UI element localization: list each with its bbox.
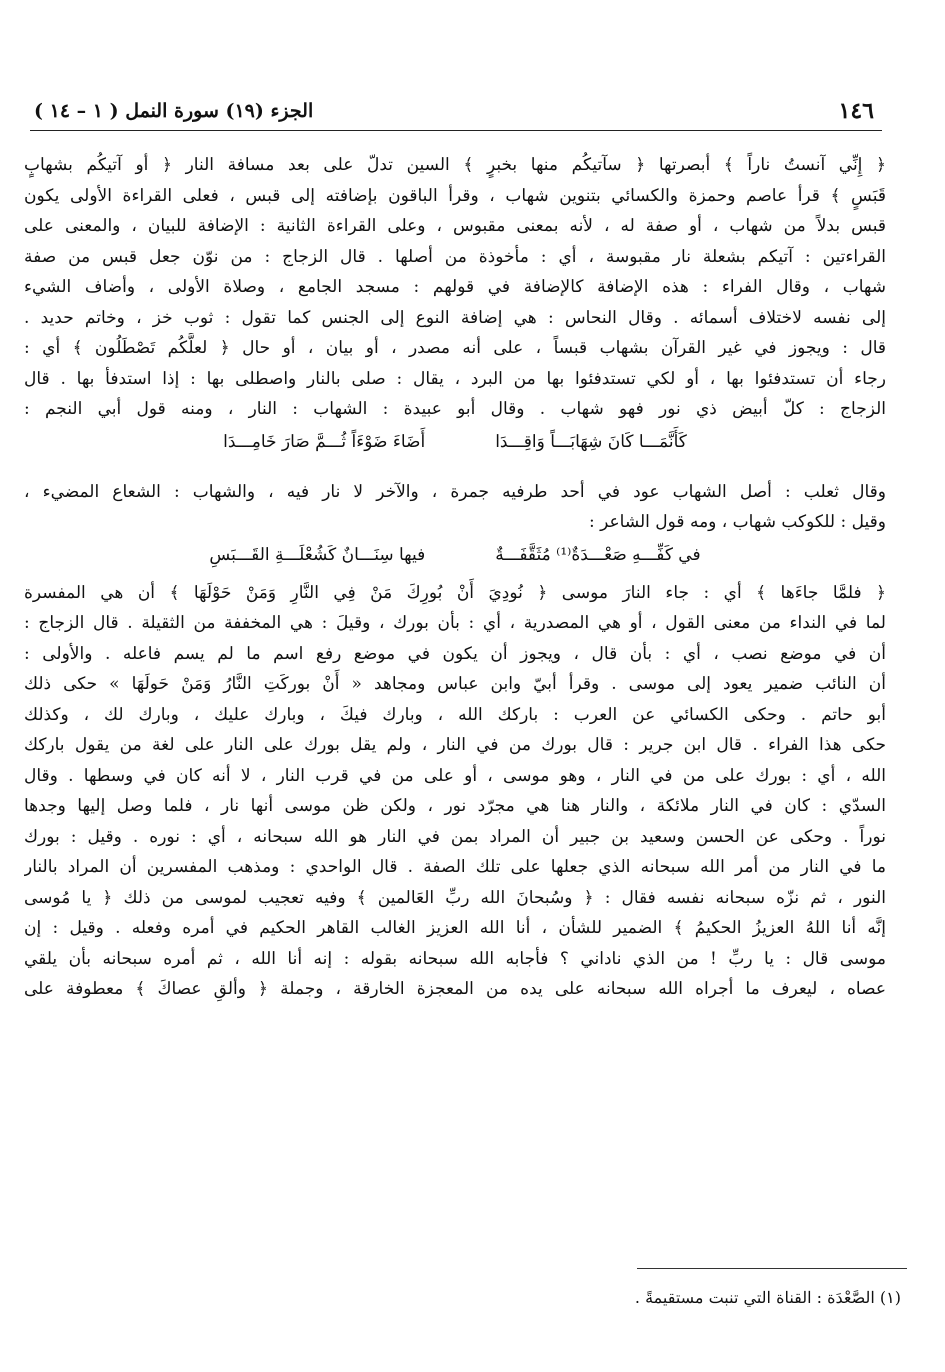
footnote: (١) الصَّعْدَة : القناة التي تنبت مستقيمةً . [634,1288,901,1307]
text-line: رجاء أن تستدفئوا بها ، أو لكي تستدفئوا بها من البرد ، يقال : صلى بالنار واصطلى بها : إذا استدفأ بها . قال [24,368,886,389]
text-line: أن النائب ضمير يعود إلى موسى . وقرأ أبيّ وابن عباس ومجاهد « أَنْ بوركَتِ النَّارُ وَمَنْ حَولَهَا » حكى ذلك [24,674,886,694]
text-line: ما في النار من أمر الله سبحانه الذي جعلها على تلك الصفة . قال الواحدي : ومذهب المفسرين أن المراد بالنار [24,857,886,877]
text-line: قبس بدلاً من شهاب ، أو صفة له ، لأنه بمعنى مقبوس ، وعلى القراءة الثانية : الإضافة للبيان ، والمعنى على [24,216,886,236]
text-line: وقيل : للكوكب شهاب ، ومه قول الشاعر : [588,512,886,532]
text-line: النور ، ثم نزّه سبحانه نفسه فقال : ﴿ وسُبحانَ الله ربِّ العَالمين ﴾ وفيه تعجيب لموسى من ذلك ﴿ يا مُوسى [24,887,886,908]
text-line: الله ، أي : بورك على من في النار ، وهو موسى ، أو على من في قرب النار ، لا أنه كان في وسطها . وقال [24,765,886,786]
text-line: قال : ويجوز في غير القرآن بشهاب قبساً ، على أنه مصدر ، أو بيان ، أو حال ﴿ لعلَّكُم تَصْطَلُون ﴾ أي : [24,338,886,358]
text-line: أن في موضع نصب ، أي : بأن قال ، ويجوز أن يكون في موضع رفع اسم ما لم يسم فاعله . والأولى : [24,643,886,664]
spacer [24,459,886,477]
page-body [24,150,886,1005]
poetry-verse-1 [24,425,886,459]
running-title: الجزء (١٩) سورة النمل ( ١ – ١٤ ) [34,100,314,122]
page-number: ١٤٦ [838,98,874,124]
text-line: إلى نفسه لاختلاف أسمائه . وقال النحاس : هي إضافة النوع إلى الجنس كما تقول : ثوب خز ، وخاتم حديد . [24,307,886,328]
text-line: إنَّه أنا اللهُ العزيزُ الحكيمُ ﴾ الضمير للشأن ، أنا الله العزيز الغالب القاهر الحكيم في أمره وفعله . وقيل : إن [24,918,886,938]
text-line: قَبَسٍ ﴾ قرأ عاصم وحمزة والكسائي بتنوين شهاب ، وقرأ الباقون بإضافته إلى قبس ، فعلى القراءة الأولى يكون [24,185,886,206]
text-line: لما في النداء من معنى القول ، أو هي المصدرية ، أي : بأن بورك ، وقيلَ : هي المخففة من الثقيلة . قال الزجاج : [24,613,886,633]
text-line: موسى قال : يا ربِّ ! من الذي ناداني ؟ فأجابه الله سبحانه بقوله : إنه أنا الله ، ثم أمره سبحانه بأن يلقي [24,948,886,969]
text-line: شهاب ، وقال الفراء : هذه الإضافة كالإضافة في قولهم : مسجد الجامع ، وصلاة الأولى ، وأضاف الشيء [24,277,886,297]
verse-2-second-hemistich: فيها سِنَـــانٌ كَشُعْلَـــةِ القَـــبَسِ [209,544,426,565]
poetry-verse-2 [24,538,886,572]
footnote-rule [637,1268,907,1269]
text-line: ﴿ فلمَّا جاءَها ﴾ أي : جاء النارَ موسى ﴿ نُودِيَ أَنْ بُورِكَ مَنْ فِي النَّارِ وَمَنْ حَوْلَهَا ﴾ أن هي المفسرة [24,582,886,603]
text-line: القراءتين : آتيكم بشعلة نار مقبوسة ، أي : مأخوذة من أصلها . قال الزجاج : من نوّن جعل قبس من صفة [24,246,886,267]
verse-1-second-hemistich: أَضَاءَ ضَوْءَاً ثُـــمَّ صَارَ خَامِـــدَا [223,431,426,452]
text-line: نوراً . وحكى عن الحسن وسعيد بن جبير أن المراد بمن في النار هو الله سبحانه ، أي : نوره . وقيل : بورك [24,826,886,847]
page-header [30,98,882,131]
text-line: وقال ثعلب : أصل الشهاب عود في أحد طرفيه جمرة ، والآخر لا نار فيه ، والشهاب : الشعاع المضيء ، [24,481,886,502]
text-line: الزجاج : كلّ أبيض ذي نور فهو شهاب . وقال أبو عبيدة : الشهاب : النار ، ومنه قول أبي النجم : [24,399,886,419]
verse-2-first-hemistich: في كَفِّـــهِ صَعْـــدَةٌ⁽¹⁾ مُثَقَّفَـــةٌ [495,544,701,565]
text-line: عصاه ، ليعرف ما أجراه الله سبحانه على يده من المعجزة الخارقة ، وجملة ﴿ وألقِ عصاكَ ﴾ معطوفة على [24,979,886,999]
text-line: السدّي : كان في النار ملائكة ، والنار هنا هي مجرّد نور ، ولكن ظن موسى أنها نار ، فلما وصل إليها وجدها [24,796,886,816]
verse-1-first-hemistich: كَأَنَّمَـــا كَانَ شِهَابَـــاً وَاقِـــدَا [495,431,687,452]
text-line: أبو حاتم . وحكى الكسائي عن العرب : باركك الله ، وبارك فيكَ ، وبارك عليك ، وبارك لك ، وكذلك [24,704,886,725]
text-line: حكى هذا الفراء . قال ابن جرير : قال بورك من في النار ، ولم يقل بورك على النار على لغة من يقول باركك [24,735,886,755]
text-line: ﴿ إِنِّي آنستُ ناراً ﴾ أبصرتها ﴿ سآتيكُم منها بخبرٍ ﴾ السين تدلّ على بعد مسافة النار ﴿ أو آتيكُم بشهابٍ [24,155,886,175]
